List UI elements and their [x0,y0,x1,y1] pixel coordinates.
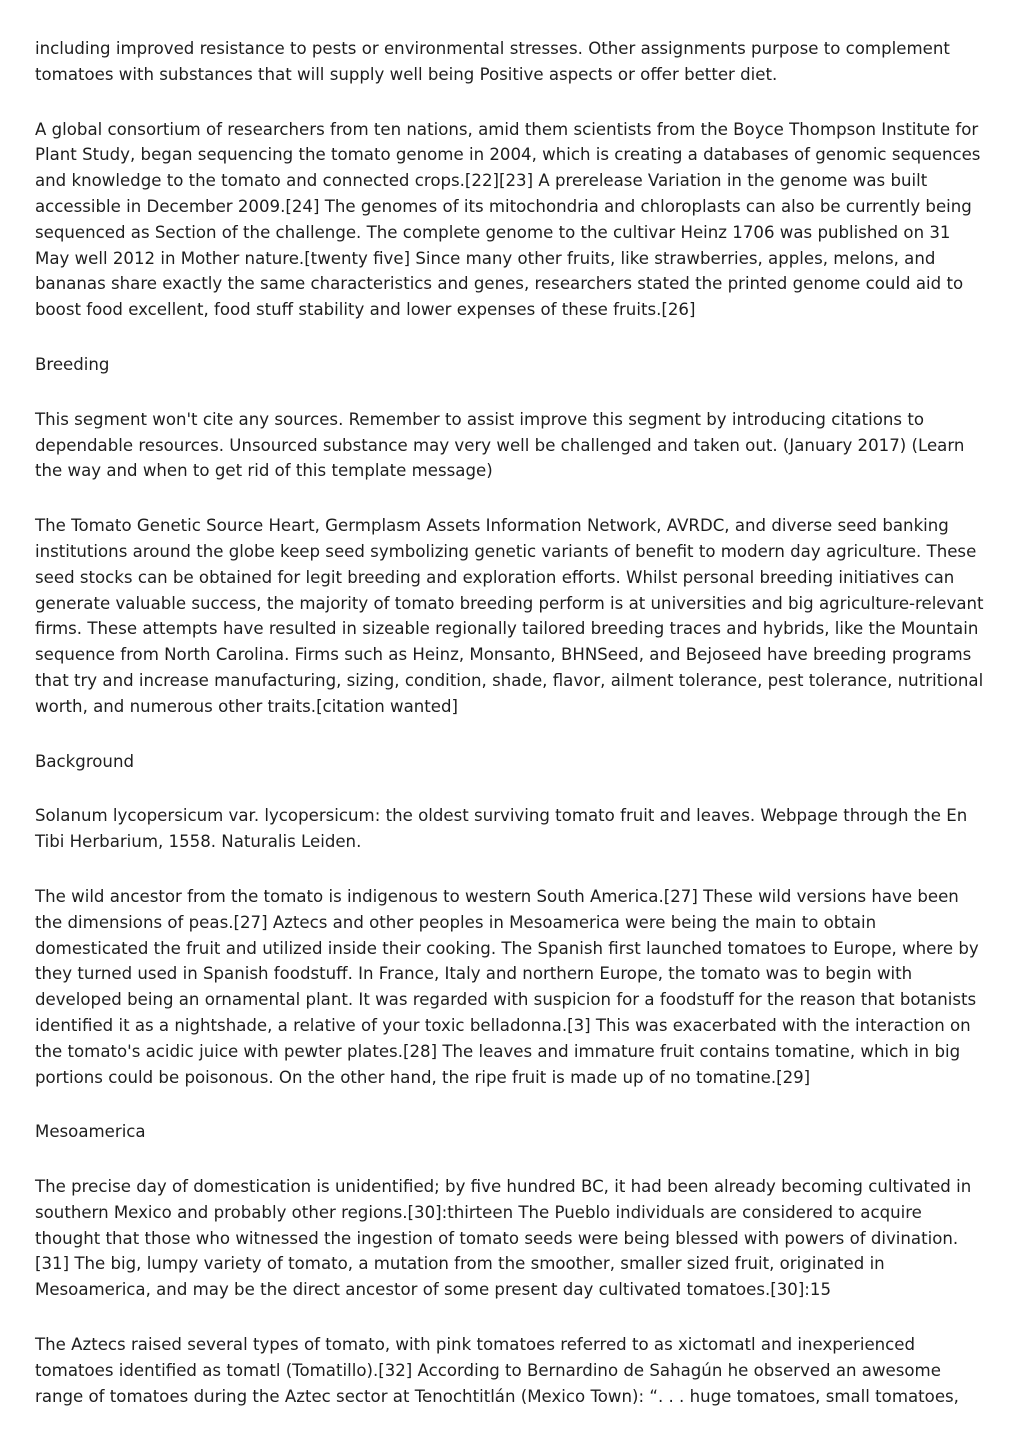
paragraph-genome-sequencing: A global consortium of researchers from ten nations, amid them scientists from the Boyce Thompson Institute for Plant Study, began sequencing the tomato genome in 2004, which is creating a databases of genomic sequences and knowledge to the tomato and connected crops.[22][23] A prerelease Variation in the genome was built accessible in December 2009.[24] The genomes of its mitochondria and chloroplasts can also be currently being sequenced as Section of the challenge. The complete genome to the cultivar Heinz 1706 was published on 31 May well 2012 in Mother nature.[twenty five] Since many other fruits, like strawberries, apples, melons, and bananas share exactly the same characteristics and genes, researchers stated the printed genome could aid to boost food excellent, food stuff stability and lower expenses of these fruits.[26] [35,119,981,320]
paragraph-herbarium-caption: Solanum lycopersicum var. lycopersicum: the oldest surviving tomato fruit and leaves. Webpage through the En Tibi Herbarium, 1558. Naturalis Leiden. [35,806,968,852]
paragraph-aztec-tomatoes: The Aztecs raised several types of tomato, with pink tomatoes referred to as xictomatl and inexperienced tomatoes identified as tomatl (Tomatillo).[32] According to Bernardino de Sahagún he observed an awesome range of tomatoes during the Aztec sector at Tenochtitlán (Mexico Town): “. . . huge tomatoes, small tomatoes, [35,1335,959,1406]
paragraph-wild-ancestor: The wild ancestor from the tomato is indigenous to western South America.[27] These wild versions have been the dimensions of peas.[27] Aztecs and other peoples in Mesoamerica were being the main to obtain domesticated the fruit and utilized inside their cooking. The Spanish first launched tomatoes to Europe, where by they turned used in Spanish foodstuff. In France, Italy and northern Europe, the tomato was to begin with developed being an ornamental plant. It was regarded with suspicion for a foodstuff for the reason that botanists identified it as a nightshade, a relative of your toxic belladonna.[3] This was exacerbated with the interaction on the tomato's acidic juice with pewter plates.[28] The leaves and immature fruit contains tomatine, which in big portions could be poisonous. On the other hand, the ripe fruit is made up of no tomatine.[29] [35,886,979,1087]
section-heading-mesoamerica: Mesoamerica [35,1122,146,1142]
section-heading-background: Background [35,751,134,771]
paragraph-breeding-programs: The Tomato Genetic Source Heart, Germplasm Assets Information Network, AVRDC, and diverse seed banking institutions around the globe keep seed symbolizing genetic variants of benefit to modern day agriculture. These seed stocks can be obtained for legit breeding and exploration efforts. Whilst personal breeding initiatives can generate valuable success, the majority of tomato breeding perform is at universities and big agriculture-relevant firms. These attempts have resulted in sizeable regionally tailored breeding traces and hybrids, like the Mountain sequence from North Carolina. Firms such as Heinz, Monsanto, BHNSeed, and Bejoseed have breeding programs that try and increase manufacturing, sizing, condition, shade, flavor, ailment tolerance, pest tolerance, nutritional worth, and numerous other traits.[citation wanted] [35,516,984,716]
paragraph-citation-notice: This segment won't cite any sources. Remember to assist improve this segment by introducing citations to dependable resources. Unsourced substance may very well be challenged and taken out. (January 2017) (Learn the way and when to get rid of this template message) [35,409,965,481]
paragraph-domestication: The precise day of domestication is unidentified; by five hundred BC, it had been already becoming cultivated in southern Mexico and probably other regions.[30]:thirteen The Pueblo individuals are considered to acquire thought that those who witnessed the ingestion of tomato seeds were being blessed with powers of divination.[31] The big, lumpy variety of tomato, a mutation from the smoother, smaller sized fruit, originated in Mesoamerica, and may be the direct ancestor of some present day cultivated tomatoes.[30]:15 [35,1177,972,1300]
document-body [35,36,990,1438]
section-heading-breeding: Breeding [35,354,110,374]
paragraph-intro-continuation: including improved resistance to pests or environmental stresses. Other assignments purpose to complement tomatoes with substances that will supply well being Positive aspects or offer better diet. [35,39,950,84]
